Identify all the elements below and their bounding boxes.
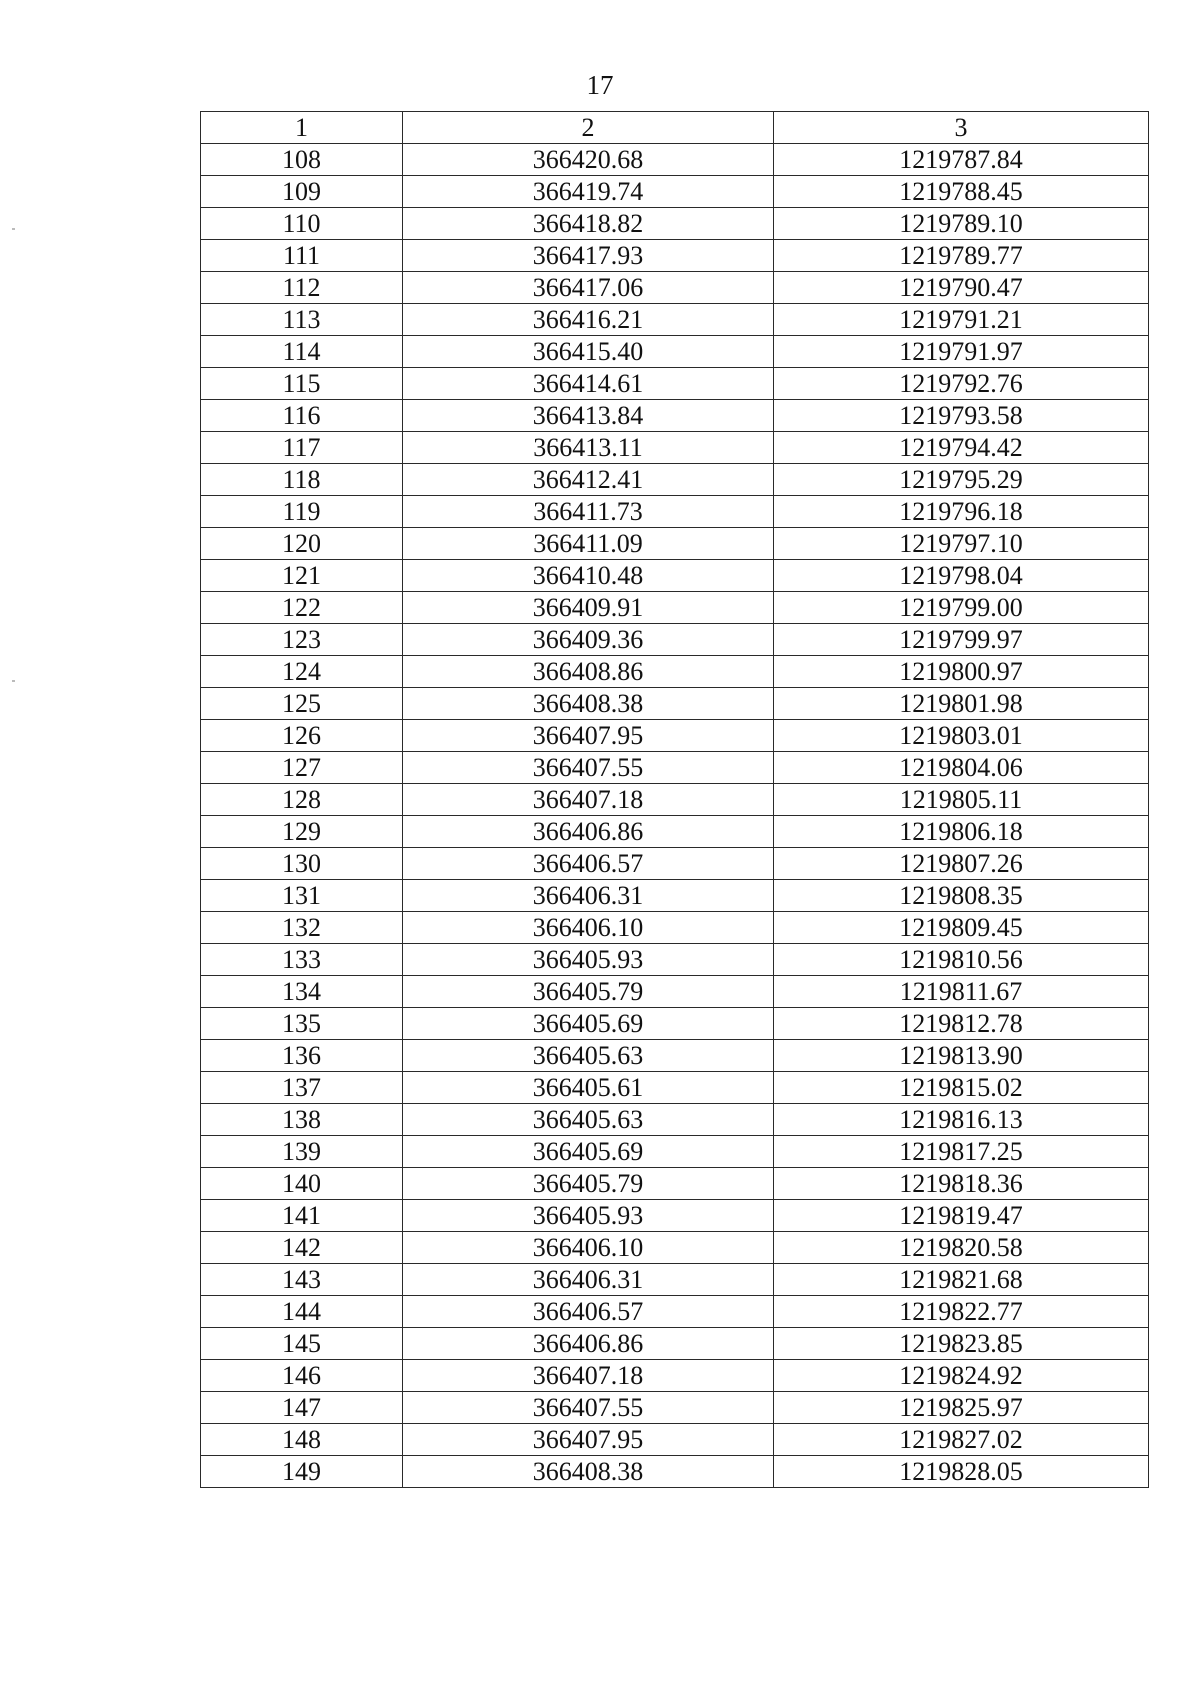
point-number-cell: 122 (201, 592, 403, 624)
point-number-cell: 133 (201, 944, 403, 976)
x-coordinate-cell: 366412.41 (403, 464, 774, 496)
y-coordinate-cell: 1219824.92 (774, 1360, 1149, 1392)
y-coordinate-cell: 1219796.18 (774, 496, 1149, 528)
x-coordinate-cell: 366416.21 (403, 304, 774, 336)
point-number-cell: 118 (201, 464, 403, 496)
x-coordinate-cell: 366408.38 (403, 1456, 774, 1488)
y-coordinate-cell: 1219799.00 (774, 592, 1149, 624)
y-coordinate-cell: 1219812.78 (774, 1008, 1149, 1040)
point-number-cell: 119 (201, 496, 403, 528)
page-number: 17 (586, 70, 614, 100)
table-row (201, 1264, 1149, 1296)
x-coordinate-cell: 366415.40 (403, 336, 774, 368)
x-coordinate-cell: 366407.95 (403, 1424, 774, 1456)
x-coordinate-cell: 366418.82 (403, 208, 774, 240)
table-row (201, 848, 1149, 880)
x-coordinate-cell: 366406.86 (403, 1328, 774, 1360)
point-number-cell: 139 (201, 1136, 403, 1168)
x-coordinate-cell: 366407.55 (403, 1392, 774, 1424)
table-row (201, 656, 1149, 688)
point-number-cell: 115 (201, 368, 403, 400)
y-coordinate-cell: 1219819.47 (774, 1200, 1149, 1232)
x-coordinate-cell: 366411.09 (403, 528, 774, 560)
x-coordinate-cell: 366406.10 (403, 1232, 774, 1264)
y-coordinate-cell: 1219805.11 (774, 784, 1149, 816)
table-row (201, 1360, 1149, 1392)
point-number-cell: 130 (201, 848, 403, 880)
x-coordinate-cell: 366406.86 (403, 816, 774, 848)
table-row (201, 624, 1149, 656)
y-coordinate-cell: 1219817.25 (774, 1136, 1149, 1168)
y-coordinate-cell: 1219794.42 (774, 432, 1149, 464)
x-coordinate-cell: 366406.57 (403, 848, 774, 880)
table-row (201, 1104, 1149, 1136)
table-row (201, 368, 1149, 400)
y-coordinate-cell: 1219821.68 (774, 1264, 1149, 1296)
table-row (201, 944, 1149, 976)
table-body (201, 144, 1149, 1488)
point-number-cell: 121 (201, 560, 403, 592)
x-coordinate-cell: 366409.36 (403, 624, 774, 656)
x-coordinate-cell: 366419.74 (403, 176, 774, 208)
x-coordinate-cell: 366405.93 (403, 1200, 774, 1232)
x-coordinate-cell: 366405.79 (403, 976, 774, 1008)
point-number-cell: 135 (201, 1008, 403, 1040)
table-row (201, 720, 1149, 752)
point-number-cell: 131 (201, 880, 403, 912)
y-coordinate-cell: 1219788.45 (774, 176, 1149, 208)
column-header: 1 (201, 112, 403, 144)
point-number-cell: 144 (201, 1296, 403, 1328)
x-coordinate-cell: 366408.38 (403, 688, 774, 720)
table-row (201, 688, 1149, 720)
point-number-cell: 111 (201, 240, 403, 272)
table-row (201, 1328, 1149, 1360)
y-coordinate-cell: 1219804.06 (774, 752, 1149, 784)
x-coordinate-cell: 366410.48 (403, 560, 774, 592)
y-coordinate-cell: 1219823.85 (774, 1328, 1149, 1360)
table-row (201, 1072, 1149, 1104)
point-number-cell: 129 (201, 816, 403, 848)
table-row (201, 176, 1149, 208)
y-coordinate-cell: 1219789.77 (774, 240, 1149, 272)
table-row (201, 1392, 1149, 1424)
x-coordinate-cell: 366406.31 (403, 1264, 774, 1296)
scan-speck (12, 680, 15, 682)
point-number-cell: 141 (201, 1200, 403, 1232)
y-coordinate-cell: 1219822.77 (774, 1296, 1149, 1328)
table-row (201, 496, 1149, 528)
x-coordinate-cell: 366411.73 (403, 496, 774, 528)
column-header: 3 (774, 112, 1149, 144)
y-coordinate-cell: 1219813.90 (774, 1040, 1149, 1072)
y-coordinate-cell: 1219793.58 (774, 400, 1149, 432)
table-row (201, 1200, 1149, 1232)
point-number-cell: 109 (201, 176, 403, 208)
y-coordinate-cell: 1219807.26 (774, 848, 1149, 880)
table-row (201, 880, 1149, 912)
x-coordinate-cell: 366413.11 (403, 432, 774, 464)
point-number-cell: 113 (201, 304, 403, 336)
table-row (201, 1168, 1149, 1200)
point-number-cell: 124 (201, 656, 403, 688)
column-header: 2 (403, 112, 774, 144)
y-coordinate-cell: 1219795.29 (774, 464, 1149, 496)
point-number-cell: 138 (201, 1104, 403, 1136)
table-row (201, 784, 1149, 816)
point-number-cell: 148 (201, 1424, 403, 1456)
point-number-cell: 143 (201, 1264, 403, 1296)
y-coordinate-cell: 1219811.67 (774, 976, 1149, 1008)
point-number-cell: 116 (201, 400, 403, 432)
y-coordinate-cell: 1219816.13 (774, 1104, 1149, 1136)
y-coordinate-cell: 1219815.02 (774, 1072, 1149, 1104)
x-coordinate-cell: 366409.91 (403, 592, 774, 624)
y-coordinate-cell: 1219818.36 (774, 1168, 1149, 1200)
point-number-cell: 120 (201, 528, 403, 560)
y-coordinate-cell: 1219800.97 (774, 656, 1149, 688)
table-row (201, 240, 1149, 272)
y-coordinate-cell: 1219798.04 (774, 560, 1149, 592)
point-number-cell: 128 (201, 784, 403, 816)
table-row (201, 304, 1149, 336)
y-coordinate-cell: 1219806.18 (774, 816, 1149, 848)
table-row (201, 592, 1149, 624)
table-row (201, 208, 1149, 240)
point-number-cell: 132 (201, 912, 403, 944)
x-coordinate-cell: 366413.84 (403, 400, 774, 432)
table-row (201, 144, 1149, 176)
y-coordinate-cell: 1219790.47 (774, 272, 1149, 304)
table-row (201, 1296, 1149, 1328)
x-coordinate-cell: 366405.93 (403, 944, 774, 976)
table-row (201, 432, 1149, 464)
point-number-cell: 125 (201, 688, 403, 720)
x-coordinate-cell: 366406.10 (403, 912, 774, 944)
table-row (201, 528, 1149, 560)
point-number-cell: 142 (201, 1232, 403, 1264)
x-coordinate-cell: 366407.95 (403, 720, 774, 752)
table-row (201, 400, 1149, 432)
scan-speck (12, 228, 15, 230)
coordinates-table (200, 111, 1149, 1488)
table-row (201, 912, 1149, 944)
y-coordinate-cell: 1219791.21 (774, 304, 1149, 336)
y-coordinate-cell: 1219789.10 (774, 208, 1149, 240)
y-coordinate-cell: 1219810.56 (774, 944, 1149, 976)
point-number-cell: 147 (201, 1392, 403, 1424)
x-coordinate-cell: 366417.93 (403, 240, 774, 272)
point-number-cell: 127 (201, 752, 403, 784)
table-header-row (201, 112, 1149, 144)
x-coordinate-cell: 366405.63 (403, 1040, 774, 1072)
x-coordinate-cell: 366406.57 (403, 1296, 774, 1328)
table-row (201, 1040, 1149, 1072)
table-row (201, 336, 1149, 368)
y-coordinate-cell: 1219787.84 (774, 144, 1149, 176)
y-coordinate-cell: 1219825.97 (774, 1392, 1149, 1424)
table-row (201, 464, 1149, 496)
point-number-cell: 108 (201, 144, 403, 176)
point-number-cell: 146 (201, 1360, 403, 1392)
y-coordinate-cell: 1219799.97 (774, 624, 1149, 656)
y-coordinate-cell: 1219809.45 (774, 912, 1149, 944)
x-coordinate-cell: 366405.69 (403, 1008, 774, 1040)
point-number-cell: 137 (201, 1072, 403, 1104)
table-row (201, 1424, 1149, 1456)
table-row (201, 1008, 1149, 1040)
y-coordinate-cell: 1219820.58 (774, 1232, 1149, 1264)
y-coordinate-cell: 1219828.05 (774, 1456, 1149, 1488)
x-coordinate-cell: 366407.18 (403, 1360, 774, 1392)
y-coordinate-cell: 1219791.97 (774, 336, 1149, 368)
table-row (201, 976, 1149, 1008)
x-coordinate-cell: 366405.63 (403, 1104, 774, 1136)
x-coordinate-cell: 366406.31 (403, 880, 774, 912)
point-number-cell: 123 (201, 624, 403, 656)
y-coordinate-cell: 1219803.01 (774, 720, 1149, 752)
point-number-cell: 140 (201, 1168, 403, 1200)
x-coordinate-cell: 366405.79 (403, 1168, 774, 1200)
y-coordinate-cell: 1219792.76 (774, 368, 1149, 400)
point-number-cell: 145 (201, 1328, 403, 1360)
y-coordinate-cell: 1219808.35 (774, 880, 1149, 912)
point-number-cell: 110 (201, 208, 403, 240)
x-coordinate-cell: 366407.18 (403, 784, 774, 816)
x-coordinate-cell: 366405.69 (403, 1136, 774, 1168)
table-row (201, 1456, 1149, 1488)
point-number-cell: 114 (201, 336, 403, 368)
table-row (201, 1232, 1149, 1264)
table-row (201, 272, 1149, 304)
point-number-cell: 136 (201, 1040, 403, 1072)
x-coordinate-cell: 366407.55 (403, 752, 774, 784)
point-number-cell: 112 (201, 272, 403, 304)
x-coordinate-cell: 366408.86 (403, 656, 774, 688)
y-coordinate-cell: 1219827.02 (774, 1424, 1149, 1456)
point-number-cell: 126 (201, 720, 403, 752)
table-row (201, 816, 1149, 848)
y-coordinate-cell: 1219797.10 (774, 528, 1149, 560)
x-coordinate-cell: 366414.61 (403, 368, 774, 400)
table-row (201, 560, 1149, 592)
x-coordinate-cell: 366417.06 (403, 272, 774, 304)
point-number-cell: 134 (201, 976, 403, 1008)
point-number-cell: 117 (201, 432, 403, 464)
table-row (201, 1136, 1149, 1168)
y-coordinate-cell: 1219801.98 (774, 688, 1149, 720)
table-row (201, 752, 1149, 784)
x-coordinate-cell: 366405.61 (403, 1072, 774, 1104)
x-coordinate-cell: 366420.68 (403, 144, 774, 176)
point-number-cell: 149 (201, 1456, 403, 1488)
